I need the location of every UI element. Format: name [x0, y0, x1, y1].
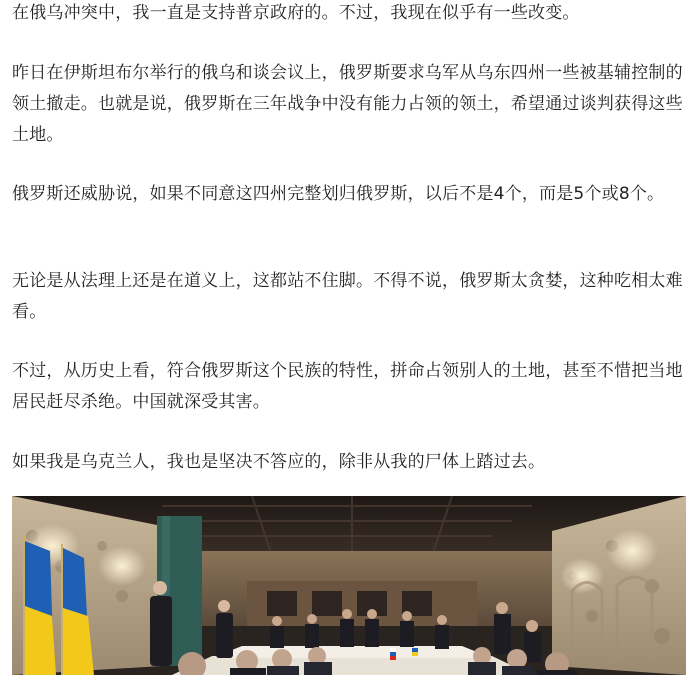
paragraph-6: 如果我是乌克兰人，我也是坚决不答应的，除非从我的尸体上踏过去。 [12, 452, 546, 472]
paragraph-1: 在俄乌冲突中，我一直是支持普京政府的。不过，我现在似乎有一些改变。 [12, 3, 580, 23]
paragraph-5: 不过，从历史上看，符合俄罗斯这个民族的特性，拼命占领别人的土地，甚至不惜把当地居民赶尽杀绝。中国就深受其害。 [12, 361, 683, 412]
paragraph-4: 无论是从法理上还是在道义上，这都站不住脚。不得不说，俄罗斯太贪婪，这种吃相太难看。 [12, 271, 683, 322]
negotiation-photo[interactable] [12, 496, 686, 675]
paragraph-3: 俄罗斯还威胁说，如果不同意这四州完整划归俄罗斯，以后不是4个，而是5个或8个。 [12, 184, 665, 204]
negotiation-room-illustration [12, 496, 686, 675]
paragraph-2: 昨日在伊斯坦布尔举行的俄乌和谈会议上，俄罗斯要求乌军从乌东四州一些被基辅控制的领土撤走。也就是说，俄罗斯在三年战争中没有能力占领的领土，希望通过谈判获得这些土地。 [12, 63, 683, 145]
